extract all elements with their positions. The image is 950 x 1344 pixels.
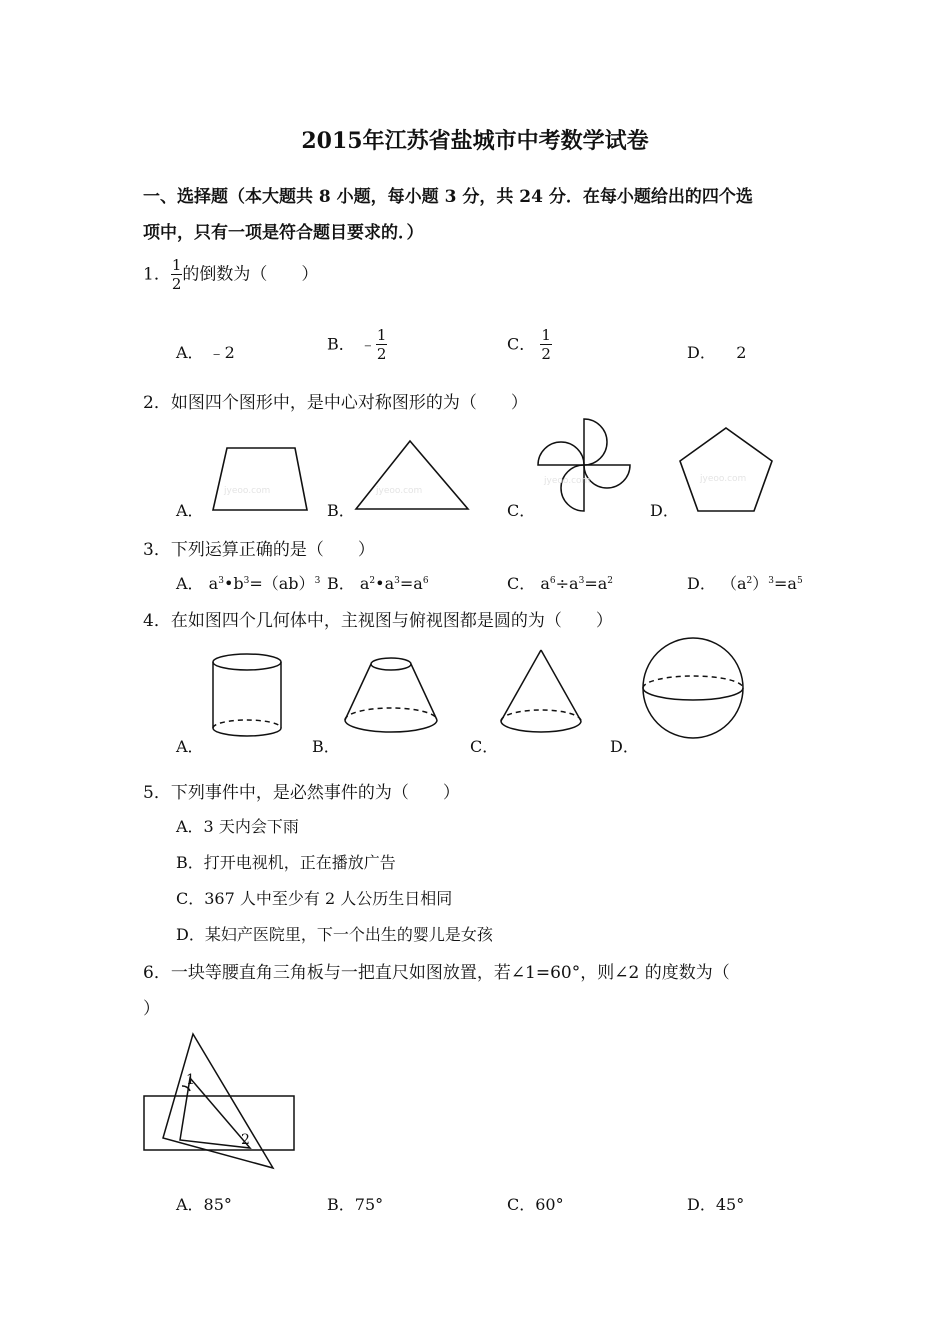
pentagon-figure[interactable] <box>676 425 776 517</box>
section-header-line1: 一、选择题（本大题共 8 小题，每小题 3 分，共 24 分．在每小题给出的四个选 <box>143 187 753 207</box>
option-label: D． <box>687 574 716 593</box>
q1-option-d[interactable] <box>687 340 746 363</box>
q1-option-a[interactable] <box>176 340 235 363</box>
q3-option-a[interactable] <box>176 571 320 594</box>
math-op: = <box>773 574 788 593</box>
q1-option-c[interactable] <box>507 328 552 362</box>
exponent: 3 <box>314 576 321 586</box>
q5-option-d[interactable]: D．某妇产医院里，下一个出生的婴儿是女孩 <box>176 925 493 944</box>
option-value: 2 <box>736 343 747 362</box>
exponent: 6 <box>422 576 429 586</box>
q6-option-d[interactable]: D．45° <box>687 1195 745 1214</box>
pentagon-shape <box>680 428 772 511</box>
option-fraction <box>376 328 388 362</box>
exponent: 3 <box>243 576 250 586</box>
option-label: A． <box>176 343 204 362</box>
triangle-ruler-figure <box>140 1028 300 1173</box>
math-op: ） <box>752 574 769 593</box>
question-2: 2．如图四个图形中，是中心对称图形的为（ ） <box>143 393 528 413</box>
question-1 <box>143 258 318 292</box>
fraction-numerator: 1 <box>171 256 182 274</box>
ruler-shape <box>144 1096 294 1150</box>
math-var: a <box>413 574 423 593</box>
sphere-shape <box>643 638 743 738</box>
question-6-line2: ） <box>143 999 160 1019</box>
math-op: ÷ <box>555 574 570 593</box>
math-var: a <box>597 574 608 593</box>
cone-shape <box>501 650 581 732</box>
cylinder-figure[interactable] <box>205 650 290 742</box>
option-label: B． <box>327 574 355 593</box>
math-var: a <box>736 574 747 593</box>
math-var: a <box>569 574 579 593</box>
math-var: a <box>787 574 797 593</box>
exponent: 3 <box>218 576 224 586</box>
math-op: • <box>375 574 385 593</box>
math-var: a <box>208 574 219 593</box>
option-label: C． <box>507 334 536 354</box>
exponent: 3 <box>578 576 585 586</box>
exponent: 6 <box>549 576 556 586</box>
q1-option-b[interactable] <box>327 328 387 362</box>
exponent: 5 <box>796 576 803 586</box>
q3-option-c[interactable] <box>507 571 613 594</box>
watermark: jyeoo.com <box>700 474 747 484</box>
frustum-figure[interactable] <box>337 652 449 742</box>
watermark: jyeoo.com <box>224 486 271 496</box>
math-op: = <box>584 574 598 593</box>
q5-option-a[interactable]: A．3 天内会下雨 <box>176 817 299 836</box>
option-sign: ﹣ <box>359 334 376 354</box>
option-label: A． <box>176 574 204 593</box>
exponent: 2 <box>607 576 613 586</box>
math-op: = <box>399 574 414 593</box>
trapezoid-shape <box>213 448 307 510</box>
question-3: 3．下列运算正确的是（ ） <box>143 540 375 560</box>
exponent: 3 <box>394 576 400 586</box>
q2-label-d[interactable]: D． <box>650 501 679 520</box>
angle-2-label: 2 <box>241 1132 250 1148</box>
section-header-line2: 项中，只有一项是符合题目要求的．） <box>143 223 424 243</box>
frustum-shape <box>345 658 437 732</box>
q6-option-a[interactable]: A．85° <box>176 1195 232 1214</box>
question-6-line1: 6．一块等腰直角三角板与一把直尺如图放置，若∠1=60°，则∠2 的度数为（ <box>143 963 730 983</box>
option-label: C． <box>507 574 536 593</box>
option-fraction <box>540 328 552 362</box>
watermark: jyeoo.com <box>376 486 423 496</box>
q5-option-b[interactable]: B．打开电视机，正在播放广告 <box>176 853 396 872</box>
q4-label-c[interactable]: C． <box>470 737 499 756</box>
math-op: （ <box>720 574 737 593</box>
q2-label-b[interactable]: B． <box>327 501 355 520</box>
fraction-denominator: 2 <box>376 345 387 363</box>
math-var: a <box>359 574 370 593</box>
math-var: b <box>233 574 244 593</box>
q3-option-d[interactable] <box>687 571 803 594</box>
option-label: D． <box>687 343 716 362</box>
pinwheel-shape <box>538 419 630 511</box>
fraction-numerator: 1 <box>541 326 551 344</box>
math-var: a <box>384 574 395 593</box>
q6-option-b[interactable]: B．75° <box>327 1195 384 1214</box>
fraction-denominator: 2 <box>171 275 182 293</box>
math-var: a <box>540 574 550 593</box>
page-title: 2015年江苏省盐城市中考数学试卷 <box>301 128 649 154</box>
q6-option-c[interactable]: C．60° <box>507 1195 564 1214</box>
q4-label-d[interactable]: D． <box>610 737 639 756</box>
math-op: • <box>223 574 234 593</box>
option-label: B． <box>327 334 355 354</box>
triangle-figure[interactable] <box>350 435 475 515</box>
question-1-number: 1． <box>143 264 171 285</box>
q3-option-b[interactable] <box>327 571 429 594</box>
question-1-text: 的倒数为（ ） <box>182 264 319 285</box>
cylinder-shape <box>213 654 281 736</box>
q2-label-c[interactable]: C． <box>507 501 536 520</box>
question-5: 5．下列事件中，是必然事件的为（ ） <box>143 783 460 803</box>
trapezoid-figure[interactable] <box>205 440 315 515</box>
fraction-numerator: 1 <box>376 326 387 344</box>
q2-label-a[interactable]: A． <box>176 501 204 520</box>
math-op: = <box>249 574 263 593</box>
watermark: jyeoo.com <box>544 476 591 486</box>
q4-label-b[interactable]: B． <box>312 737 340 756</box>
triangle-shape <box>356 441 468 509</box>
exponent: 3 <box>768 576 774 586</box>
exponent: 2 <box>746 576 753 586</box>
angle-1-label: 1 <box>186 1072 195 1088</box>
q4-label-a[interactable]: A． <box>176 737 204 756</box>
pinwheel-figure[interactable] <box>534 415 634 515</box>
fraction-denominator: 2 <box>541 345 551 363</box>
outer-triangle-shape <box>163 1034 273 1168</box>
exponent: 2 <box>369 576 376 586</box>
cone-figure[interactable] <box>495 645 590 742</box>
question-1-fraction <box>171 258 183 292</box>
question-4: 4．在如图四个几何体中，主视图与俯视图都是圆的为（ ） <box>143 611 613 631</box>
q5-option-c[interactable]: C．367 人中至少有 2 人公历生日相同 <box>176 889 453 908</box>
option-value: ﹣2 <box>208 343 235 362</box>
sphere-figure[interactable] <box>638 636 750 742</box>
math-expr: （ab） <box>262 574 315 593</box>
